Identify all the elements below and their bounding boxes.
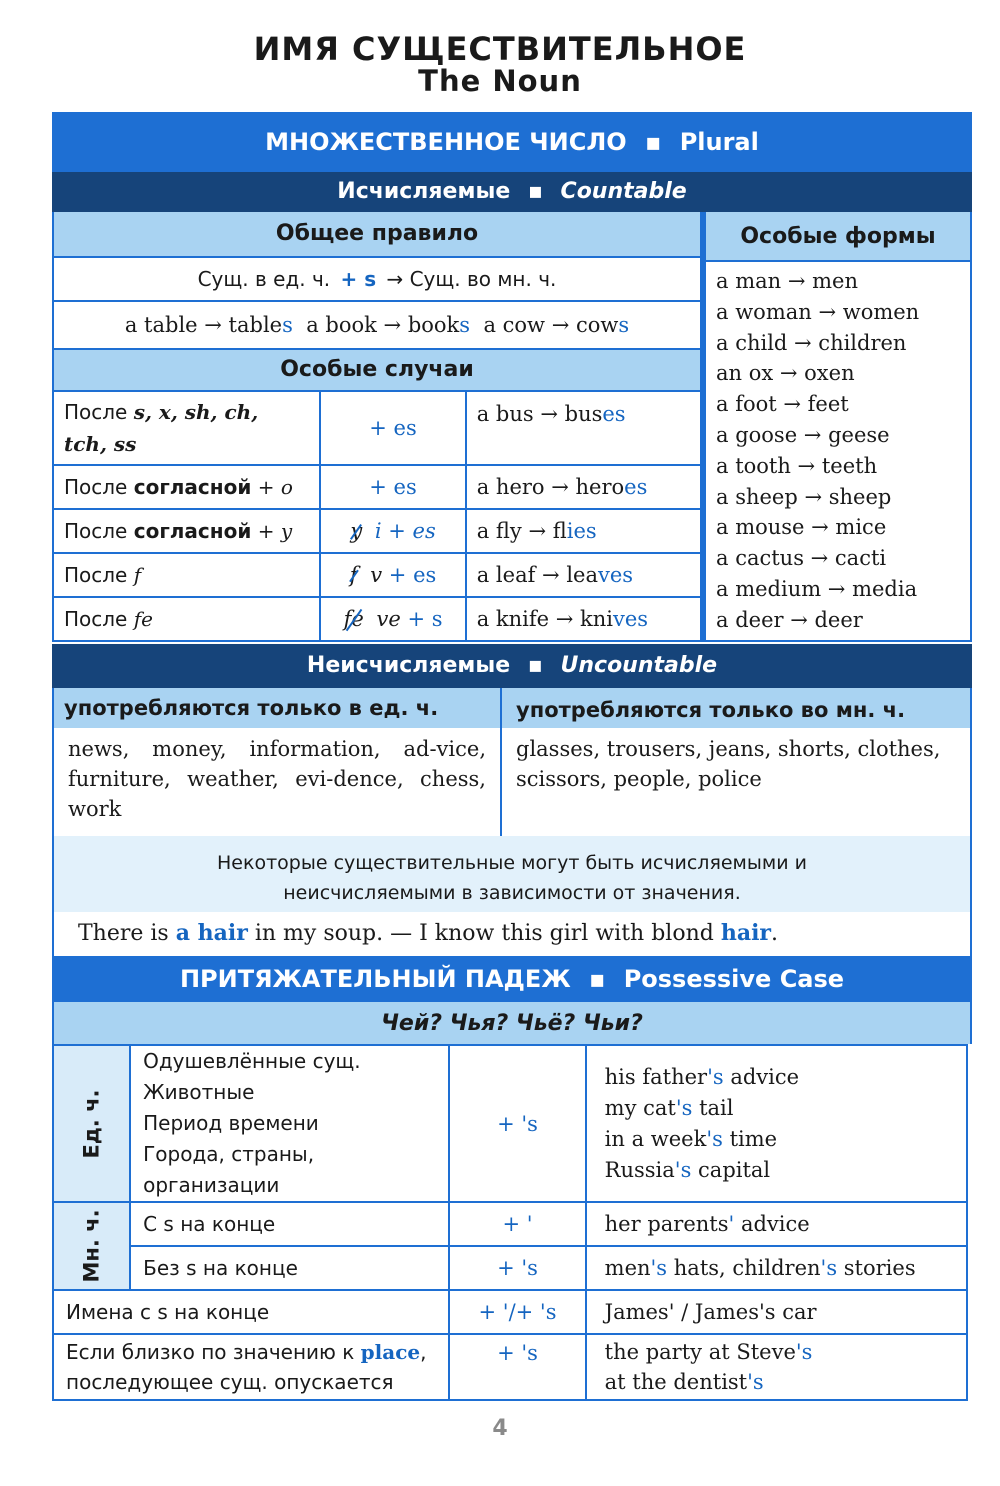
rule-ending: + es xyxy=(388,563,437,587)
category-animals: Животные xyxy=(143,1080,255,1104)
special-form-item: a mouse → mice xyxy=(716,515,887,540)
special-form-item: a child → children xyxy=(716,330,907,355)
special-form-item: a cactus → cacti xyxy=(716,546,887,571)
example-knife: a knife → kni xyxy=(476,607,614,631)
plural-header-en: Plural xyxy=(679,128,759,156)
singular-examples xyxy=(586,1045,967,1202)
rule-left: Сущ. в ед. ч. xyxy=(197,267,331,291)
example-hero-suffix: es xyxy=(624,475,648,499)
special-case-condition xyxy=(53,553,320,597)
special-case-row xyxy=(53,553,701,597)
rule-ending: + s xyxy=(407,607,443,631)
plural-only-list: glasses, trousers, jeans, shorts, clothes, scissors, people, police xyxy=(516,737,941,791)
struck-letter: f xyxy=(349,563,358,587)
example-table: a table → table xyxy=(124,313,283,337)
example-hero: a hero → hero xyxy=(476,475,625,499)
condition-label: После xyxy=(64,475,128,499)
special-case-rule xyxy=(320,597,465,641)
condition-bold: согласной xyxy=(133,475,252,499)
uncountable-example xyxy=(52,912,972,956)
condition-letters-2: tch, ss xyxy=(64,432,137,456)
special-form-item: a goose → geese xyxy=(716,422,890,447)
plural-with-s-rule: + ' xyxy=(449,1202,585,1246)
plural-header-ru: МНОЖЕСТВЕННОЕ ЧИСЛО xyxy=(265,128,627,156)
countable-block xyxy=(52,212,972,642)
special-case-example xyxy=(466,391,701,465)
rule-ve: ve xyxy=(376,607,401,631)
countable-left xyxy=(52,212,702,642)
category-places: Города, страны, организации xyxy=(143,1142,315,1197)
plural-label: Мн. ч. xyxy=(79,1209,104,1283)
special-form-item: a woman → women xyxy=(716,299,920,324)
condition-label: После xyxy=(64,563,128,587)
example-cow: a cow → cow xyxy=(483,313,619,337)
plural-without-s: Без s на конце xyxy=(130,1246,449,1290)
category-time: Период времени xyxy=(143,1111,319,1135)
singular-only-title: употребляются только в ед. ч. xyxy=(54,688,500,728)
singular-rule: + 's xyxy=(449,1045,585,1202)
condition-tail: + o xyxy=(257,475,293,499)
example-cow-suffix: s xyxy=(618,313,630,337)
special-case-example xyxy=(466,465,701,509)
possessive-header-en: Possessive Case xyxy=(623,965,845,993)
possessive-row-names xyxy=(53,1290,967,1334)
omit-rule: + 's xyxy=(449,1334,585,1400)
possessive-questions: Чей? Чья? Чьё? Чьи? xyxy=(52,1002,972,1044)
special-form-item: a foot → feet xyxy=(716,392,849,417)
special-case-row xyxy=(53,391,701,465)
example-highlight: a hair xyxy=(175,920,248,946)
example-book: a book → book xyxy=(306,313,460,337)
names-example: James' / James's car xyxy=(586,1290,967,1334)
singular-example: Russia's capital xyxy=(604,1157,771,1182)
plural-label-cell xyxy=(53,1202,130,1290)
example-table-suffix: s xyxy=(282,313,293,337)
possessive-table xyxy=(52,1044,968,1401)
special-form-item: a sheep → sheep xyxy=(716,484,892,509)
example-fly: a fly → fl xyxy=(476,519,567,543)
example-period: . xyxy=(771,921,779,946)
uncountable-ru: Неисчисляемые xyxy=(306,653,511,678)
category-animate: Одушевлённые сущ. xyxy=(143,1049,361,1073)
example-bus-suffix: es xyxy=(602,402,626,426)
singular-label-cell xyxy=(53,1045,130,1202)
singular-only-list: news, money, information, ad-vice, furniture, weather, evi-dence, chess, work xyxy=(68,737,486,821)
singular-example: his father's advice xyxy=(604,1064,800,1089)
names-rule: + '/+ 's xyxy=(449,1290,585,1334)
plural-with-s-example: her parents' advice xyxy=(586,1202,967,1246)
page-number: 4 xyxy=(492,1416,508,1441)
singular-label: Ед. ч. xyxy=(79,1089,104,1158)
rule-ending: i + es xyxy=(374,519,436,543)
countable-header: Исчисляемые ▪ Countable xyxy=(52,172,972,212)
special-case-rule xyxy=(320,509,465,553)
possessive-row-singular xyxy=(53,1045,967,1202)
plural-only-title: употребляются только во мн. ч. xyxy=(502,688,970,728)
grammar-sheet xyxy=(52,112,972,1401)
example-bus: a bus → bus xyxy=(476,402,603,426)
special-case-condition xyxy=(53,509,320,553)
possessive-row-omit xyxy=(53,1334,967,1400)
example-fly-suffix: ies xyxy=(566,519,597,543)
example-book-suffix: s xyxy=(459,313,471,337)
general-rule-title: Общее правило xyxy=(52,212,702,258)
rule-v: v xyxy=(370,563,383,587)
special-case-rule: + es xyxy=(320,391,465,465)
special-case-example xyxy=(466,553,701,597)
example-leaf-suffix: ves xyxy=(597,563,634,587)
condition-bold: согласной xyxy=(133,519,252,543)
example-knife-suffix: ves xyxy=(613,607,649,631)
possessive-row-plural-s xyxy=(53,1202,967,1246)
uncountable-plural xyxy=(502,688,972,836)
condition-label: После xyxy=(64,400,128,424)
countable-ru: Исчисляемые xyxy=(337,179,511,204)
general-rule-formula: Сущ. в ед. ч. + s → Сущ. во мн. ч. xyxy=(52,258,702,302)
page-subtitle: The Noun xyxy=(418,64,582,98)
struck-letter: y xyxy=(350,519,363,543)
plural-header: МНОЖЕСТВЕННОЕ ЧИСЛО ▪ Plural xyxy=(52,112,972,172)
special-form-item: a man → men xyxy=(716,269,858,293)
omit-examples: the party at Steve's at the dentist's xyxy=(586,1334,967,1400)
example-leaf: a leaf → lea xyxy=(476,563,598,587)
struck-letters: fe xyxy=(343,607,364,631)
special-case-condition xyxy=(53,391,320,465)
special-case-example xyxy=(466,509,701,553)
special-forms-title: Особые формы xyxy=(706,212,970,262)
special-cases-table xyxy=(52,390,702,642)
countable-en: Countable xyxy=(560,179,687,204)
singular-example: in a week's time xyxy=(604,1126,778,1151)
special-case-condition xyxy=(53,465,320,509)
special-form-item: a tooth → teeth xyxy=(716,453,878,478)
condition-tail: f xyxy=(133,563,142,587)
omit-label: Если близко по значению к place, последующее сущ. опускается xyxy=(53,1334,449,1400)
special-case-row xyxy=(53,509,701,553)
condition-tail: fe xyxy=(133,607,153,631)
special-case-example xyxy=(466,597,701,641)
special-form-item: a medium → media xyxy=(716,576,918,601)
plural-without-s-rule: + 's xyxy=(449,1246,585,1290)
uncountable-note: Некоторые существительные могут быть исчисляемыми и неисчисляемыми в зависимости от значения. xyxy=(52,836,972,912)
rule-plus: + s xyxy=(340,267,377,291)
condition-label: После xyxy=(64,607,128,631)
names-label: Имена с s на конце xyxy=(53,1290,449,1334)
special-case-condition xyxy=(53,597,320,641)
plural-with-s: С s на конце xyxy=(130,1202,449,1246)
condition-tail: + y xyxy=(257,519,293,543)
special-case-row xyxy=(53,465,701,509)
special-case-row xyxy=(53,597,701,641)
example-part: There is xyxy=(78,921,169,946)
plural-without-s-example: men's hats, children's stories xyxy=(586,1246,967,1290)
special-form-item: a deer → deer xyxy=(716,607,863,632)
condition-letters: s, x, sh, ch, xyxy=(133,400,259,424)
uncountable-header: Неисчисляемые ▪ Uncountable xyxy=(52,644,972,688)
uncountable-en: Uncountable xyxy=(560,653,718,678)
uncountable-block xyxy=(52,688,972,836)
special-case-rule: + es xyxy=(320,465,465,509)
page-title: ИМЯ СУЩЕСТВИТЕЛЬНОЕ xyxy=(253,30,747,68)
example-highlight: hair xyxy=(720,920,772,946)
possessive-header: ПРИТЯЖАТЕЛЬНЫЙ ПАДЕЖ ▪ Possessive Case xyxy=(52,956,972,1002)
special-case-rule xyxy=(320,553,465,597)
singular-categories xyxy=(130,1045,449,1202)
possessive-header-ru: ПРИТЯЖАТЕЛЬНЫЙ ПАДЕЖ xyxy=(179,965,571,993)
possessive-row-plural-no-s xyxy=(53,1246,967,1290)
special-form-item: an ox → oxen xyxy=(716,361,855,386)
condition-label: После xyxy=(64,519,128,543)
uncountable-singular xyxy=(52,688,502,836)
example-part: in my soup. — I know this girl with blond xyxy=(254,921,714,946)
special-forms-list xyxy=(706,262,970,640)
general-rule-examples xyxy=(52,302,702,350)
rule-right: Сущ. во мн. ч. xyxy=(409,267,557,291)
special-forms-panel xyxy=(702,212,972,642)
singular-example: my cat's tail xyxy=(604,1095,734,1120)
special-cases-title: Особые случаи xyxy=(52,350,702,390)
